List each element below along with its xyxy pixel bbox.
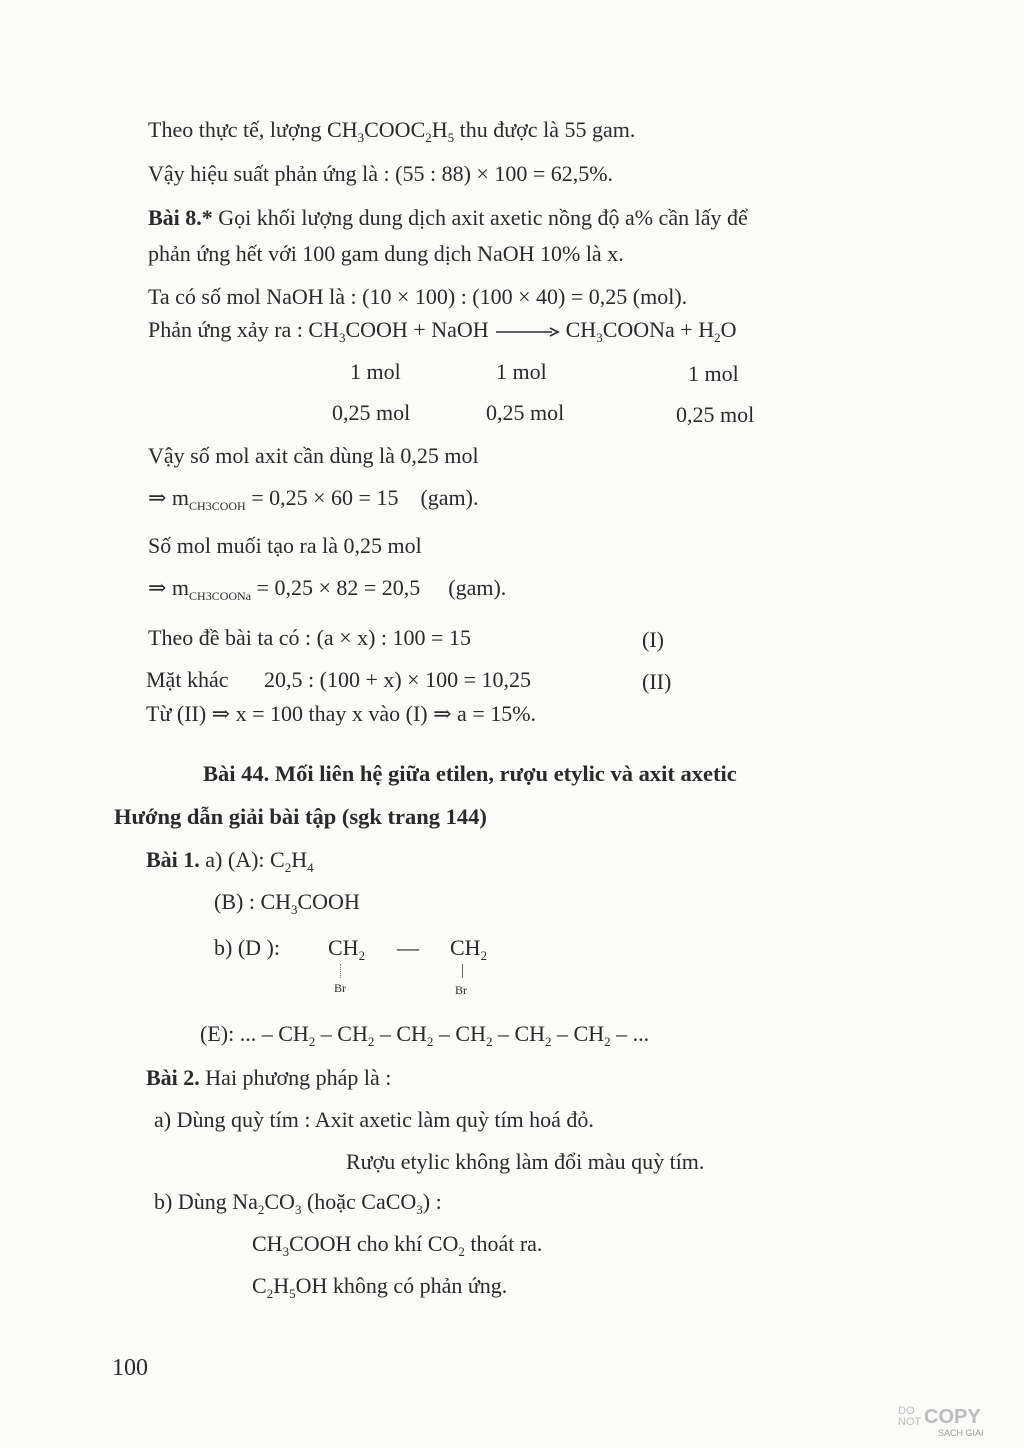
text-line: phản ứng hết với 100 gam dung dịch NaOH 10% là x. bbox=[148, 241, 624, 266]
watermark-logo: DO NOT COPY SACH GIAI bbox=[898, 1405, 984, 1438]
mol-value: 0,25 mol bbox=[486, 400, 565, 425]
equation-line: 20,5 : (100 + x) × 100 = 10,25 bbox=[264, 667, 531, 692]
text-line: b) Dùng $Na_2CO_3$ (hoặc CaCO$_3$) : bbox=[154, 1189, 442, 1217]
bond-line bbox=[462, 964, 463, 978]
structure-ch2: $CH_2$ bbox=[450, 935, 488, 963]
bond-line bbox=[340, 964, 342, 978]
mol-value: 1 mol bbox=[496, 359, 547, 384]
text-line: Vậy số mol axit cần dùng là 0,25 mol bbox=[148, 443, 479, 468]
section-subtitle: Hướng dẫn giải bài tập (sgk trang 144) bbox=[114, 804, 487, 829]
text-line: $CH_3COOH$ cho khí $CO_2$ thoát ra. bbox=[252, 1231, 543, 1259]
mol-value: 1 mol bbox=[350, 359, 401, 384]
bromine-label: Br bbox=[334, 981, 346, 995]
equation-number: (I) bbox=[642, 627, 664, 652]
text-line: a) Dùng quỳ tím : Axit axetic làm quỳ tím hoá đỏ. bbox=[154, 1107, 594, 1132]
text-line: Từ (II) ⇒ x = 100 thay x vào (I) ⇒ a = 15%. bbox=[146, 701, 537, 726]
mol-value: 0,25 mol bbox=[332, 400, 411, 425]
text-line: Rượu etylic không làm đổi màu quỳ tím. bbox=[346, 1149, 705, 1174]
text-line: Số mol muối tạo ra là 0,25 mol bbox=[148, 533, 422, 558]
mol-value: 1 mol bbox=[688, 361, 739, 386]
text-line: Theo thực tế, lượng $CH_3COOC_2H_5$ thu được là 55 gam. bbox=[148, 117, 636, 145]
equation-number: (II) bbox=[642, 669, 672, 694]
text-line: Ta có số mol NaOH là : (10 × 100) : (100 × 40) = 0,25 (mol). bbox=[148, 284, 688, 309]
formula-line: ⇒ $m_{CH3COONa} = 0,25 \times 82 = 20,5$ (gam). bbox=[148, 575, 507, 603]
exercise-8-heading: Bài 8.* Gọi khối lượng dung dịch axit axetic nồng độ a% cần lấy để bbox=[148, 205, 748, 230]
formula-line: ⇒ $m_{CH3COOH} = 0,25 \times 60 = 15$ (gam). bbox=[148, 485, 479, 513]
text-line: (B) : $CH_3COOH$ bbox=[214, 889, 360, 917]
text-line: b) (D ): bbox=[214, 935, 280, 960]
reaction-equation: Phản ứng xảy ra : $CH_3COOH$ + NaOH $CH_3COONa + H_2O$ bbox=[148, 317, 737, 345]
equation-line: Theo đề bài ta có : (a × x) : 100 = 15 bbox=[148, 625, 471, 650]
text-line: $C_2H_5OH$ không có phản ứng. bbox=[252, 1273, 508, 1301]
structure-ch2: $CH_2$ bbox=[328, 935, 366, 963]
bond-dash: — bbox=[397, 935, 419, 960]
mol-value: 0,25 mol bbox=[676, 402, 755, 427]
equation-line: Mặt khác bbox=[146, 667, 229, 692]
polymer-chain: (E): ... – $CH_2 - CH_2 - CH_2 - CH_2 - CH_2 - CH_2$ – ... bbox=[200, 1021, 650, 1049]
section-title: Bài 44. Mối liên hệ giữa etilen, rượu etylic và axit axetic bbox=[203, 761, 737, 786]
text-line: Vậy hiệu suất phản ứng là : (55 : 88) × 100 = 62,5%. bbox=[148, 161, 614, 186]
bromine-label: Br bbox=[455, 983, 467, 997]
page-number: 100 bbox=[112, 1355, 148, 1381]
arrow-icon bbox=[494, 317, 566, 342]
exercise-1-heading: Bài 1. a) (A): $C_2H_4$ bbox=[146, 847, 314, 875]
exercise-2-heading: Bài 2. Hai phương pháp là : bbox=[146, 1065, 392, 1090]
